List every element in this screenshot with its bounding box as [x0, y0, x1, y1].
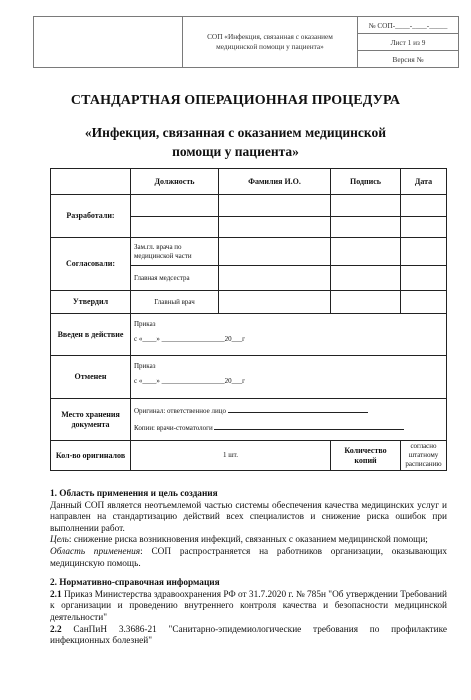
developed-name-1 [219, 195, 331, 217]
agreed-position-1: Зам.гл. врача по медицинской части [131, 238, 219, 266]
column-header-name: Фамилия И.О. [219, 169, 331, 195]
copies-count-label: Количество копий [331, 441, 401, 471]
section1-paragraph: Данный СОП является неотъемлемой частью системы обеспечения качества медицинских услуг и направлен на стандартизацию действий всех специалистов и снижение риска ошибок при выполнении работ. [50, 500, 447, 534]
agreed-signature-2 [331, 266, 401, 291]
cancelled-order-label: Приказ [134, 362, 156, 370]
developed-label: Разработали: [51, 195, 131, 238]
scope-text: : СОП распространяется на работников организации, оказывающих медицинскую помощь. [50, 546, 447, 569]
approval-table [50, 168, 447, 471]
document-subtitle [0, 123, 471, 161]
header-sheet: Лист 1 из 9 [358, 34, 459, 51]
approved-date [401, 291, 447, 314]
header-blank-cell [34, 17, 183, 68]
developed-date-2 [401, 217, 447, 238]
header-sop-name [183, 17, 358, 68]
sop-name-line2: медицинской помощи у пациента» [216, 42, 324, 51]
storage-copies-label: Копии: врачи-стоматологи [134, 424, 213, 432]
storage-copies [134, 422, 443, 433]
introduced-order-date: с «____» __________________20___г [134, 335, 245, 343]
section1-heading: 1. Область применения и цель создания [50, 489, 218, 499]
developed-name-2 [219, 217, 331, 238]
corner-cell [51, 169, 131, 195]
column-header-position: Должность [131, 169, 219, 195]
document-header [33, 16, 459, 68]
cancelled-order-cell [131, 356, 447, 399]
sop-name-line1: СОП «Инфекция, связанная с оказанием [207, 32, 333, 41]
storage-copies-line [214, 422, 404, 430]
approved-name [219, 291, 331, 314]
agreed-name-2 [219, 266, 331, 291]
document-body [50, 489, 447, 648]
item2-number: 2.2 [50, 624, 62, 635]
column-header-date: Дата [401, 169, 447, 195]
subtitle-line2: помощи у пациента» [172, 144, 299, 159]
introduced-order-label: Приказ [134, 320, 156, 328]
originals-count-label: Кол-во оригиналов [51, 441, 131, 471]
goal-text: : снижение риска возникновения инфекций, связанных с оказанием медицинской помощи; [68, 535, 428, 546]
developed-date-1 [401, 195, 447, 217]
column-header-signature: Подпись [331, 169, 401, 195]
header-number: № СОП-____-____-_____ [358, 17, 459, 34]
storage-original-label: Оригинал: ответственное лицо [134, 407, 226, 415]
agreed-date-1 [401, 238, 447, 266]
storage-original-line [228, 405, 368, 413]
cancelled-label: Отменен [51, 356, 131, 399]
item1-text: Приказ Министерства здравоохранения РФ от 31.7.2020 г. № 785н "Об утверждении Требований к организации и проведению внутреннего контроля качества и безопасности медицинской деятельности" [50, 589, 447, 623]
goal-label: Цель [50, 535, 69, 546]
agreed-label: Согласовали: [51, 238, 131, 291]
introduced-order-cell [131, 314, 447, 356]
developed-position-1 [131, 195, 219, 217]
introduced-label: Введен в действие [51, 314, 131, 356]
agreed-date-2 [401, 266, 447, 291]
approved-position: Главный врач [131, 291, 219, 314]
approved-signature [331, 291, 401, 314]
agreed-name-1 [219, 238, 331, 266]
section2-heading: 2. Нормативно-справочная информация [50, 578, 220, 589]
scope-label: Область применения [50, 546, 141, 557]
agreed-signature-1 [331, 238, 401, 266]
storage-label: Место хранения документа [51, 399, 131, 441]
developed-signature-1 [331, 195, 401, 217]
header-version: Версия № [358, 51, 459, 68]
originals-count-value: 1 шт. [131, 441, 331, 471]
approved-label: Утвердил [51, 291, 131, 314]
section2-item2 [50, 625, 447, 648]
document-title: СТАНДАРТНАЯ ОПЕРАЦИОННАЯ ПРОЦЕДУРА [70, 93, 401, 108]
agreed-position-2: Главная медсестра [131, 266, 219, 291]
item1-number: 2.1 [50, 589, 62, 600]
section1-goal [50, 535, 447, 547]
cancelled-order-date: с «____» __________________20___г [134, 377, 245, 385]
storage-cell [131, 399, 447, 441]
copies-count-value: согласно штатному расписанию [401, 441, 447, 471]
subtitle-line1: «Инфекция, связанная с оказанием медицинской [84, 125, 387, 140]
item2-text: СанПиН 3.3686-21 "Санитарно-эпидемиологические требования по профилактике инфекционных болезней" [50, 624, 447, 647]
developed-position-2 [131, 217, 219, 238]
section1-scope [50, 547, 447, 570]
developed-signature-2 [331, 217, 401, 238]
storage-original [134, 405, 443, 416]
section2-item1 [50, 590, 447, 625]
